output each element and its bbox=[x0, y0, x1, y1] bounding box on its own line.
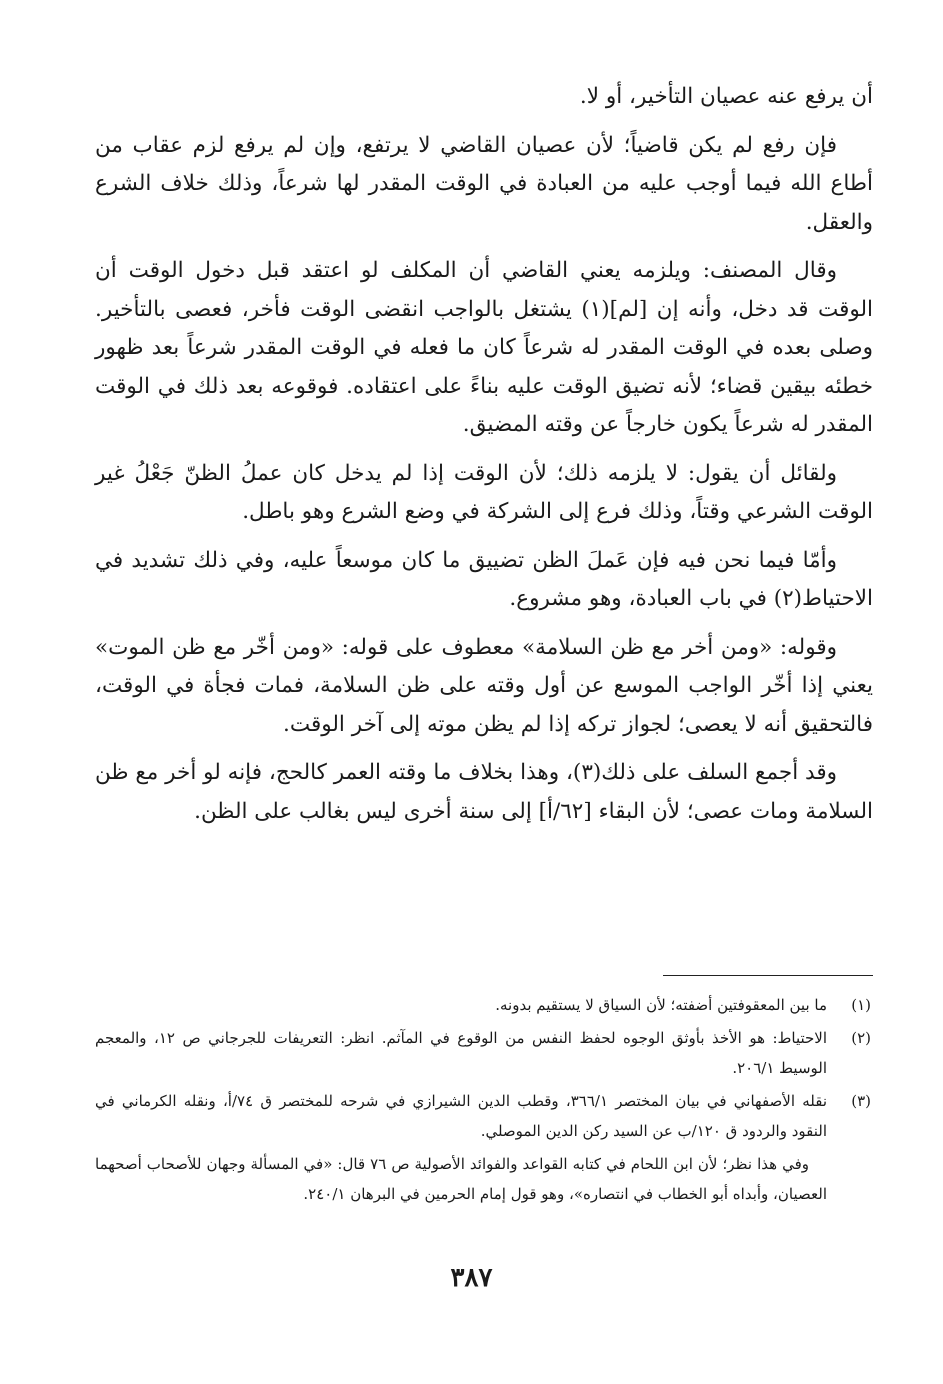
footnote-2 bbox=[95, 1023, 873, 1083]
paragraph-7: وقد أجمع السلف على ذلك(٣)، وهذا بخلاف ما وقته العمر كالحج، فإنه لو أخر مع ظن السلامة ومات عصى؛ لأن البقاء [٦٢/أ] إلى سنة أخرى ليس بغالب على الظن. bbox=[95, 760, 873, 824]
footnote-text: نقله الأصفهاني في بيان المختصر ٣٦٦/١، وقطب الدين الشيرازي في شرحه للمختصر ق ٧٤/أ، ونقله الكرماني في النقود والردود ق ١٢٠/ب عن السيد ركن الدين الموصلي. bbox=[95, 1092, 828, 1140]
footnote-text: ما بين المعقوفتين أضفته؛ لأن السياق لا يستقيم بدونه. bbox=[495, 996, 827, 1014]
footnote-3-continuation: وفي هذا نظر؛ لأن ابن اللحام في كتابه القواعد والفوائد الأصولية ص ٧٦ قال: «في المسألة وجهان للأصحاب أصحهما العصيان، وأبداه أبو الخطاب في انتصاره»، وهو قول إمام الحرمين في البرهان ٢٤٠/١. bbox=[95, 1155, 827, 1203]
page-number: ٣٨٧ bbox=[450, 1263, 493, 1293]
footnote-divider bbox=[663, 975, 873, 976]
paragraph-6: وقوله: «ومن أخر مع ظن السلامة» معطوف على قوله: «ومن أخّر مع ظن الموت» يعني إذا أخّر الواجب الموسع عن أول وقته على ظن السلامة، فمات فجأة في الوقت، فالتحقيق أنه لا يعصى؛ لجواز تركه إذا لم يظن موته إلى آخر الوقت. bbox=[95, 634, 873, 737]
footnote-number: (١) bbox=[851, 996, 871, 1014]
paragraph-1: أن يرفع عنه عصيان التأخير، أو لا. bbox=[579, 84, 873, 109]
paragraph-4: ولقائل أن يقول: لا يلزمه ذلك؛ لأن الوقت إذا لم يدخل كان عملُ الظنّ جَعْلُ غير الوقت الشرعي وقتاً، وذلك فرع إلى الشركة في وضع الشرع وهو باطل. bbox=[95, 460, 873, 524]
paragraph-2: فإن رفع لم يكن قاضياً؛ لأن عصيان القاضي لا يرتفع، وإن لم يرفع لزم عقاب من أطاع الله فيما أوجب عليه من العبادة في الوقت المقدر لها شرعاً، وذلك خلاف الشرع والعقل. bbox=[95, 132, 873, 235]
footnote-3 bbox=[95, 1086, 873, 1146]
paragraph-5: وأمّا فيما نحن فيه فإن عَملَ الظن تضييق ما كان موسعاً عليه، وفي ذلك تشديد في الاحتياط(٢) في باب العبادة، وهو مشروع. bbox=[95, 547, 873, 611]
footnote-number: (٣) bbox=[851, 1092, 871, 1110]
footnote-1 bbox=[95, 990, 873, 1020]
main-text bbox=[95, 78, 873, 841]
footnote-number: (٢) bbox=[851, 1029, 871, 1047]
paragraph-3: وقال المصنف: ويلزمه يعني القاضي أن المكلف لو اعتقد قبل دخول الوقت أن الوقت قد دخل، وأنه إن [لم](١) يشتغل بالواجب انقضى الوقت فأخر، فعصى بالتأخير. وصلى بعده في الوقت المقدر له شرعاً كان ما فعله في الوقت المقدر شرعاً بعد ظهور خطئه بيقين قضاء؛ لأنه تضيق الوقت عليه بناءً على اعتقاده. فوقوعه بعد ذلك في الوقت المقدر له شرعاً يكون خارجاً عن وقته المضيق. bbox=[95, 258, 873, 437]
footnote-text: الاحتياط: هو الأخذ بأوثق الوجوه لحفظ النفس من الوقوع في المآثم. انظر: التعريفات للجرجاني ص ١٢، والمعجم الوسيط ٢٠٦/١. bbox=[95, 1029, 827, 1077]
footnotes bbox=[95, 990, 873, 1209]
